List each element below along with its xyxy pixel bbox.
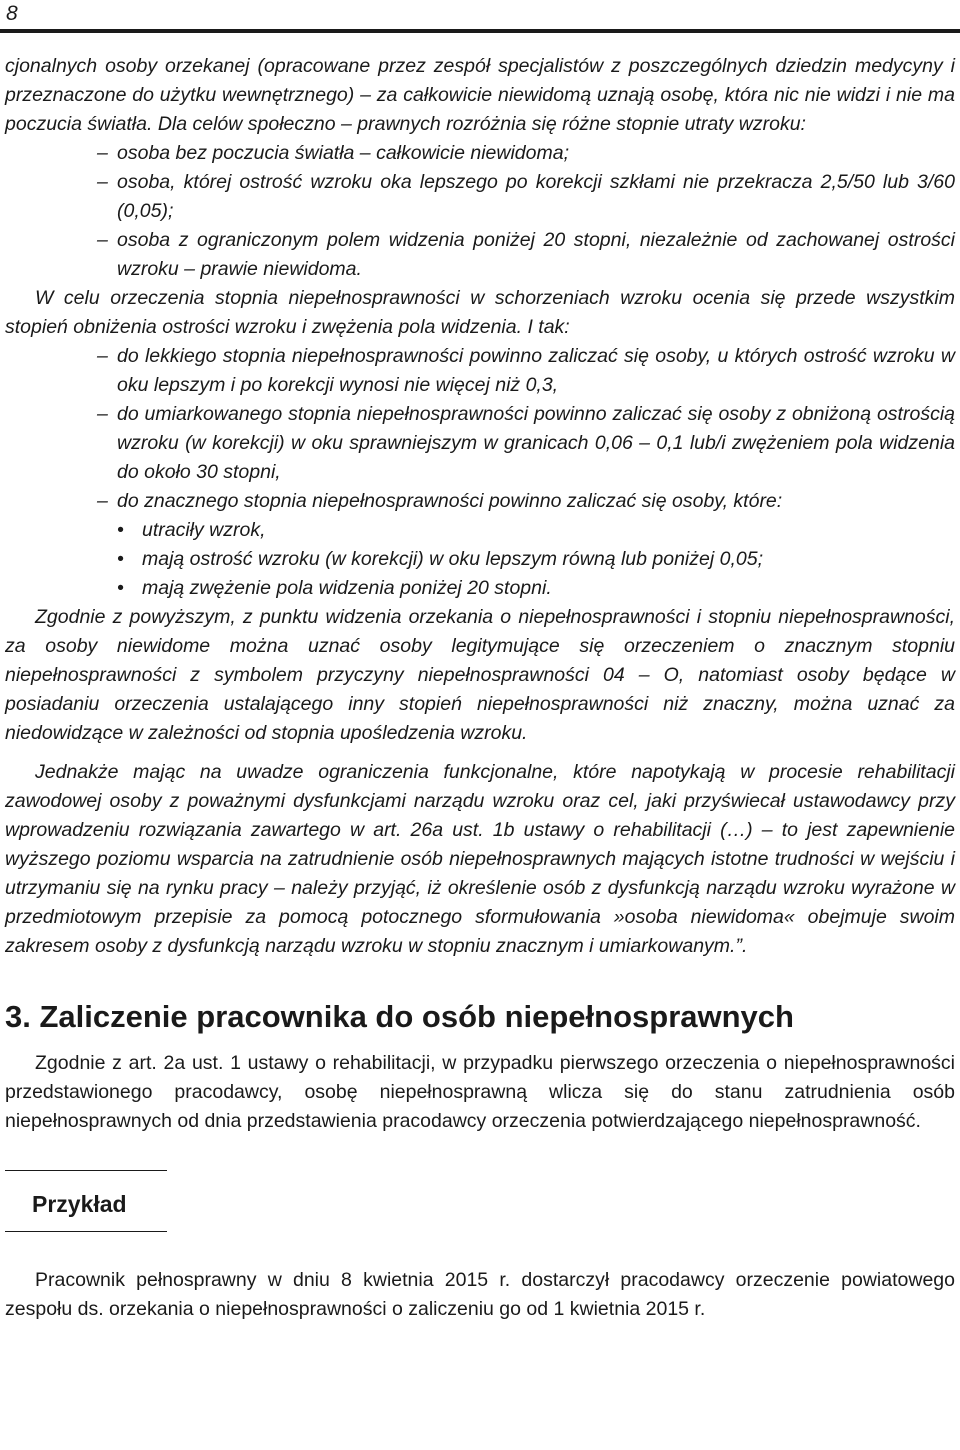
section-body: Zgodnie z art. 2a ust. 1 ustawy o rehabilitacji, w przypadku pierwszego orzeczenia o niepełnosprawności przedstawionego pracodawcy, osobę niepełnosprawną wlicza się do stanu zatrudnienia osób niepełnosprawnych od dnia przedstawienia pracodawcy orzeczenia potwierdzającego niepełnosprawność.: [5, 1052, 955, 1132]
bullet-item: • mają ostrość wzroku (w korekcji) w oku lepszym równą lub poniżej 0,05;: [5, 545, 955, 574]
bullet-item: • utraciły wzrok,: [5, 516, 955, 545]
bullet-item: • mają zwężenie pola widzenia poniżej 20 stopni.: [5, 574, 955, 603]
example-box: [5, 1170, 167, 1232]
disability-degree-list: [5, 342, 955, 516]
example-bottom-rule: [5, 1231, 167, 1232]
page-number: 8: [6, 2, 18, 25]
disability-degree-paragraph: W celu orzeczenia stopnia niepełnosprawności w schorzeniach wzroku ocenia się przede wszystkim stopień obniżenia ostrości wzroku i zwężenia pola widzenia. I tak:: [5, 287, 955, 338]
list-item: – do lekkiego stopnia niepełnosprawności powinno zaliczać się osoby, u których ostrość wzroku w oku lepszym i po korekcji wynosi nie więcej niż 0,3,: [5, 342, 955, 400]
intro-paragraph: cjonalnych osoby orzekanej (opracowane przez zespół specjalistów z poszczególnych dziedzin medycyny i przeznaczone do użytku wewnętrznego) – za całkowicie niewidomą uznają osobę, która nic nie widzi i nie ma poczucia światła. Dla celów społeczno – prawnych rozróżnia się różne stopnie utraty wzroku:: [5, 55, 955, 135]
section-heading: 3. Zaliczenie pracownika do osób niepełnosprawnych: [5, 999, 794, 1034]
list-item: – do umiarkowanego stopnia niepełnosprawności powinno zaliczać się osoby z obniżoną ostrością wzroku (w korekcji) w oku sprawniejszym w granicach 0,06 – 0,1 lub/i zwężeniem pola widzenia do około 30 stopni,: [5, 400, 955, 487]
header-rule: [0, 29, 960, 33]
list-item: – osoba, której ostrość wzroku oka lepszego po korekcji szkłami nie przekracza 2,5/50 lub 3/60 (0,05);: [5, 168, 955, 226]
conclusion-paragraph: Zgodnie z powyższym, z punktu widzenia orzekania o niepełnosprawności i stopniu niepełnosprawności, za osoby niewidome można uznać osoby legitymujące się orzeczeniem o znacznym stopniu niepełnosprawności z symbolem przyczyny niepełnosprawności 04 – O, natomiast osoby będące w posiadaniu orzeczenia ustalającego inny stopień niepełnosprawności niż znaczny, można uznać za niedowidzące w zależności od stopnia upośledzenia wzroku.: [5, 606, 955, 744]
example-title: Przykład: [32, 1191, 127, 1217]
vision-loss-list: [5, 139, 955, 284]
rehabilitation-paragraph: Jednakże mając na uwadze ograniczenia funkcjonalne, które napotykają w procesie rehabilitacji zawodowej osoby z poważnymi dysfunkcjami narządu wzroku oraz cel, jaki przyświecał ustawodawcy przy wprowadzeniu rozwiązania zawartego w art. 26a ust. 1b ustawy o rehabilitacji (…) – to jest zapewnienie wyższego poziomu wsparcia na zatrudnienie osób niepełnosprawnych mających istotne trudności w wejściu i utrzymaniu się na rynku pracy – należy przyjąć, iż określenie osób z dysfunkcją narządu wzroku wyrażone w przedmiotowym przepisie za pomocą potocznego sformułowania »osoba niewidoma« obejmuje swoim zakresem osoby z dysfunkcją narządu wzroku w stopniu znacznym i umiarkowanym.”.: [5, 761, 955, 957]
list-item: – osoba z ograniczonym polem widzenia poniżej 20 stopni, niezależnie od zachowanej ostrości wzroku – prawie niewidoma.: [5, 226, 955, 284]
list-item: – do znacznego stopnia niepełnosprawności powinno zaliczać się osoby, które:: [5, 487, 955, 516]
list-item: – osoba bez poczucia światła – całkowicie niewidoma;: [5, 139, 955, 168]
page-content: [5, 52, 955, 1324]
example-text: Pracownik pełnosprawny w dniu 8 kwietnia 2015 r. dostarczył pracodawcy orzeczenie powiatowego zespołu ds. orzekania o niepełnosprawności o zaliczeniu go od 1 kwietnia 2015 r.: [5, 1269, 955, 1320]
significant-degree-bullets: [5, 516, 955, 603]
